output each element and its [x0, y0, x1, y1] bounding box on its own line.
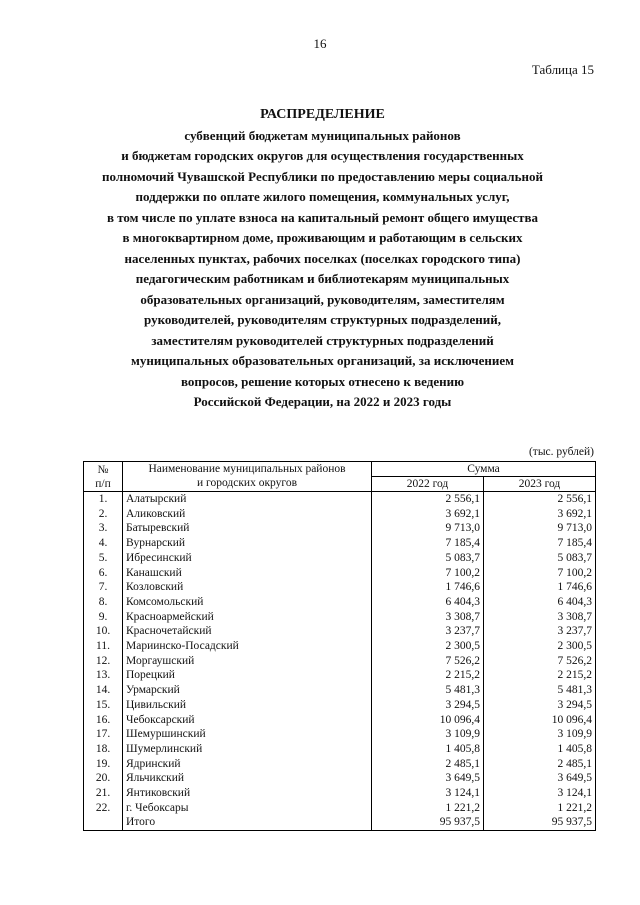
heading-line: и бюджетам городских округов для осуществления государственных [121, 148, 524, 163]
row-value-2023: 3 649,5 [484, 771, 596, 786]
heading-line: в том числе по уплате взноса на капитальный ремонт общего имущества [106, 209, 539, 225]
row-number: 9. [84, 610, 123, 625]
row-value-2023: 3 294,5 [484, 698, 596, 713]
row-number: 11. [84, 639, 123, 654]
row-number: 3. [84, 521, 123, 536]
table-row [84, 668, 596, 683]
table-row [84, 521, 596, 536]
table-row [84, 580, 596, 595]
row-value-2022: 2 485,1 [372, 757, 484, 772]
row-name: Шемуршинский [123, 727, 372, 742]
row-number: 4. [84, 536, 123, 551]
row-name: Яльчикский [123, 771, 372, 786]
row-value-2023: 5 481,3 [484, 683, 596, 698]
row-name: Шумерлинский [123, 742, 372, 757]
row-name: Козловский [123, 580, 372, 595]
row-value-2022: 7 100,2 [372, 566, 484, 581]
heading-line: образовательных организаций, руководителям, заместителям [140, 291, 505, 307]
units-label: (тыс. рублей) [528, 446, 594, 458]
row-number: 5. [84, 551, 123, 566]
row-number: 2. [84, 507, 123, 522]
row-value-2022: 10 096,4 [372, 713, 484, 728]
header-name-line2: и городских округов [197, 477, 297, 489]
row-value-2023: 2 556,1 [484, 492, 596, 507]
row-name: Порецкий [123, 668, 372, 683]
row-name: Урмарский [123, 683, 372, 698]
row-value-2022: 7 185,4 [372, 536, 484, 551]
row-value-2022: 6 404,3 [372, 595, 484, 610]
row-value-2023: 1 405,8 [484, 742, 596, 757]
row-number: 14. [84, 683, 123, 698]
row-value-2022: 3 124,1 [372, 786, 484, 801]
heading-line: населенных пунктах, рабочих поселках (поселках городского типа) [124, 250, 521, 266]
row-value-2022: 3 237,7 [372, 624, 484, 639]
row-name: Канашский [123, 566, 372, 581]
row-number: 18. [84, 742, 123, 757]
row-name: Вурнарский [123, 536, 372, 551]
row-value-2022: 3 294,5 [372, 698, 484, 713]
table-row [84, 757, 596, 772]
row-value-2023: 9 713,0 [484, 521, 596, 536]
row-value-2022: 2 300,5 [372, 639, 484, 654]
row-value-2022: 1 221,2 [372, 801, 484, 816]
table-row [84, 566, 596, 581]
row-name: Ибресинский [123, 551, 372, 566]
row-number [84, 815, 123, 830]
row-value-2023: 7 526,2 [484, 654, 596, 669]
table-row [84, 742, 596, 757]
row-name: Комсомольский [123, 595, 372, 610]
row-value-2023: 3 308,7 [484, 610, 596, 625]
row-value-2022: 1 746,6 [372, 580, 484, 595]
header-number [84, 462, 123, 492]
row-value-2023: 2 300,5 [484, 639, 596, 654]
row-value-2022: 2 556,1 [372, 492, 484, 507]
row-value-2023: 1 746,6 [484, 580, 596, 595]
row-name: Моргаушский [123, 654, 372, 669]
table-row [84, 654, 596, 669]
row-name: Янтиковский [123, 786, 372, 801]
table-row [84, 815, 596, 830]
table-label: Таблица 15 [531, 62, 594, 77]
header-name [123, 462, 372, 492]
table-row [84, 801, 596, 816]
row-value-2022: 95 937,5 [372, 815, 484, 830]
row-value-2022: 5 083,7 [372, 551, 484, 566]
row-value-2023: 7 100,2 [484, 566, 596, 581]
row-number: 1. [84, 492, 123, 507]
table-row [84, 595, 596, 610]
header-number-line1: № [97, 463, 109, 476]
row-value-2022: 5 481,3 [372, 683, 484, 698]
row-name: Ядринский [123, 757, 372, 772]
row-name: Цивильский [123, 698, 372, 713]
row-value-2022: 2 215,2 [372, 668, 484, 683]
row-value-2023: 10 096,4 [484, 713, 596, 728]
table-row [84, 507, 596, 522]
row-name: Мариинско-Посадский [123, 639, 372, 654]
table-row [84, 683, 596, 698]
row-number: 8. [84, 595, 123, 610]
heading-line: заместителям руководителей структурных подразделений [151, 332, 494, 348]
table-body [84, 492, 596, 831]
row-name: Чебоксарский [123, 713, 372, 728]
heading-line: в многоквартирном доме, проживающим и работающим в сельских [122, 230, 523, 245]
row-value-2022: 3 109,9 [372, 727, 484, 742]
heading-subtitle [60, 126, 585, 413]
header-sum: Сумма [372, 462, 596, 477]
table-row [84, 492, 596, 507]
row-number: 15. [84, 698, 123, 713]
heading-line: руководителей, руководителям структурных подразделений, [144, 312, 501, 327]
table-row [84, 551, 596, 566]
table-row [84, 771, 596, 786]
row-number: 17. [84, 727, 123, 742]
row-name: Алатырский [123, 492, 372, 507]
row-name: Красноармейский [123, 610, 372, 625]
row-value-2023: 2 485,1 [484, 757, 596, 772]
row-value-2023: 3 237,7 [484, 624, 596, 639]
table-row [84, 610, 596, 625]
row-number: 16. [84, 713, 123, 728]
row-value-2023: 3 124,1 [484, 786, 596, 801]
row-name: Батыревский [123, 521, 372, 536]
row-value-2023: 1 221,2 [484, 801, 596, 816]
row-value-2023: 3 692,1 [484, 507, 596, 522]
row-value-2023: 95 937,5 [484, 815, 596, 830]
row-value-2023: 5 083,7 [484, 551, 596, 566]
header-number-line2: п/п [95, 477, 111, 490]
row-number: 7. [84, 580, 123, 595]
row-name: Итого [123, 815, 372, 830]
row-name: Аликовский [123, 507, 372, 522]
row-number: 6. [84, 566, 123, 581]
table-row [84, 698, 596, 713]
header-2023: 2023 год [484, 477, 596, 492]
heading-line: вопросов, решение которых отнесено к ведению [180, 373, 465, 389]
heading-line: педагогическим работникам и библиотекарям муниципальных [135, 271, 510, 286]
distribution-table [83, 461, 596, 831]
row-number: 13. [84, 668, 123, 683]
row-name: г. Чебоксары [123, 801, 372, 816]
table-row [84, 713, 596, 728]
heading-line: муниципальных образовательных организаций, за исключением [131, 353, 514, 368]
row-number: 21. [84, 786, 123, 801]
row-value-2022: 3 649,5 [372, 771, 484, 786]
table-row [84, 624, 596, 639]
row-value-2023: 6 404,3 [484, 595, 596, 610]
row-value-2022: 1 405,8 [372, 742, 484, 757]
heading-line: субвенций бюджетам муниципальных районов [184, 127, 461, 143]
table-row [84, 536, 596, 551]
heading-line: Российской Федерации, на 2022 и 2023 годы [193, 394, 452, 409]
table-row [84, 727, 596, 742]
row-value-2022: 3 308,7 [372, 610, 484, 625]
document-heading [60, 105, 585, 413]
heading-line: полномочий Чувашской Республики по предоставлению меры социальной [102, 168, 543, 184]
row-number: 20. [84, 771, 123, 786]
row-number: 10. [84, 624, 123, 639]
row-value-2022: 7 526,2 [372, 654, 484, 669]
row-value-2023: 3 109,9 [484, 727, 596, 742]
row-number: 19. [84, 757, 123, 772]
heading-title: РАСПРЕДЕЛЕНИЕ [260, 107, 385, 122]
row-value-2023: 2 215,2 [484, 668, 596, 683]
heading-line: поддержки по оплате жилого помещения, коммунальных услуг, [135, 189, 510, 204]
row-name: Красночетайский [123, 624, 372, 639]
row-number: 12. [84, 654, 123, 669]
row-number: 22. [84, 801, 123, 816]
header-2022: 2022 год [372, 477, 484, 492]
row-value-2023: 7 185,4 [484, 536, 596, 551]
table-row [84, 639, 596, 654]
header-name-line1: Наименование муниципальных районов [148, 463, 346, 475]
row-value-2022: 9 713,0 [372, 521, 484, 536]
page-number: 16 [313, 36, 327, 51]
table-row [84, 786, 596, 801]
row-value-2022: 3 692,1 [372, 507, 484, 522]
